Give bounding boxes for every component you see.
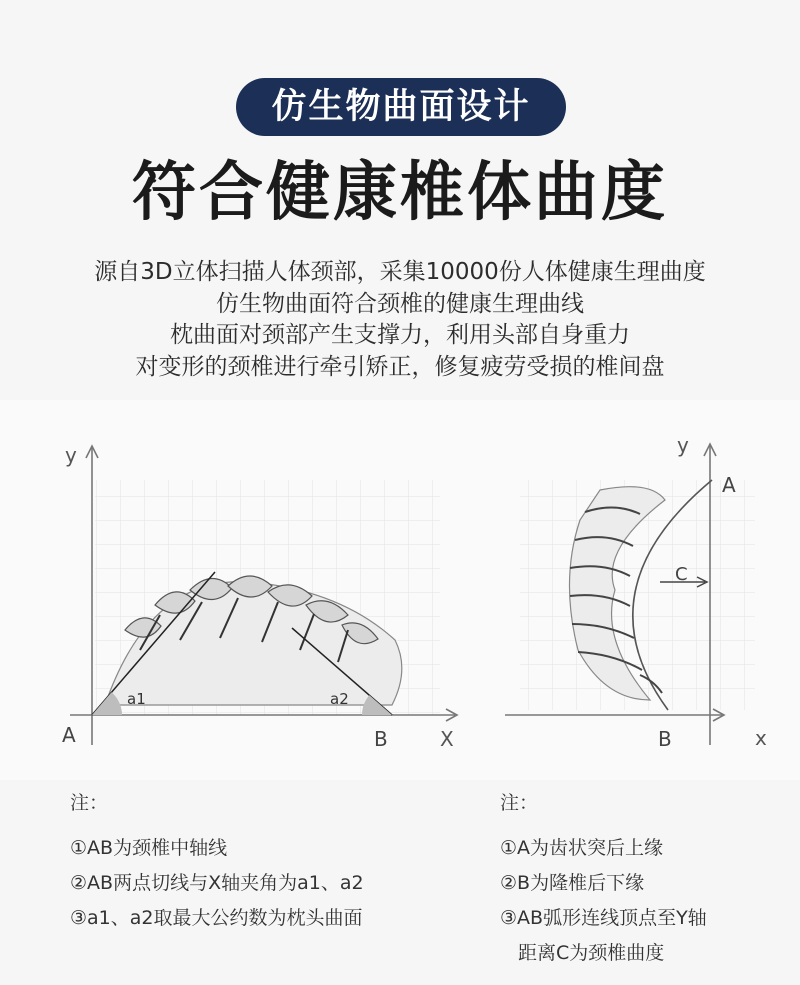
right-point-c-label: C [675, 564, 688, 585]
right-y-label: y [677, 433, 689, 457]
page-headline: 符合健康椎体曲度 [132, 156, 668, 230]
angle-a1-label: a1 [127, 690, 146, 708]
spine-curvature-diagrams [0, 400, 800, 780]
left-point-b-label: B [374, 727, 388, 751]
notes-left-title: 注： [70, 792, 109, 814]
description-line: 枕曲面对颈部产生支撑力，利用头部自身重力 [170, 322, 630, 348]
right-point-a-label: A [722, 473, 736, 497]
angle-a2-label: a2 [330, 690, 349, 708]
right-spine-diagram [505, 433, 767, 751]
right-x-label: x [755, 726, 767, 750]
notes-right-line: ①A为齿状突后上缘 [500, 837, 664, 859]
left-y-label: y [65, 443, 77, 467]
right-point-b-label: B [658, 727, 672, 751]
section-pill-label: 仿生物曲面设计 [236, 78, 566, 136]
left-point-a-label: A [62, 723, 76, 747]
description-line: 对变形的颈椎进行牵引矫正，修复疲劳受损的椎间盘 [135, 353, 665, 380]
description-block [0, 257, 800, 383]
notes-left [70, 786, 364, 936]
notes-right-title: 注： [500, 792, 539, 814]
notes-right-line: ②B为隆椎后下缘 [500, 872, 645, 894]
notes-right [500, 786, 707, 971]
notes-right-line: ③AB弧形连线顶点至Y轴 [500, 907, 707, 929]
notes-left-line: ③a1、a2取最大公约数为枕头曲面 [70, 907, 363, 929]
notes-left-line: ②AB两点切线与X轴夹角为a1、a2 [70, 872, 364, 894]
notes-left-line: ①AB为颈椎中轴线 [70, 837, 228, 859]
description-line: 仿生物曲面符合颈椎的健康生理曲线 [216, 290, 584, 317]
left-x-label: X [440, 727, 454, 751]
description-line: 源自3D立体扫描人体颈部，采集10000份人体健康生理曲度 [94, 259, 706, 285]
left-spine-diagram [62, 443, 457, 751]
notes-right-line: 距离C为颈椎曲度 [518, 942, 665, 964]
diagram-canvas [0, 400, 800, 780]
